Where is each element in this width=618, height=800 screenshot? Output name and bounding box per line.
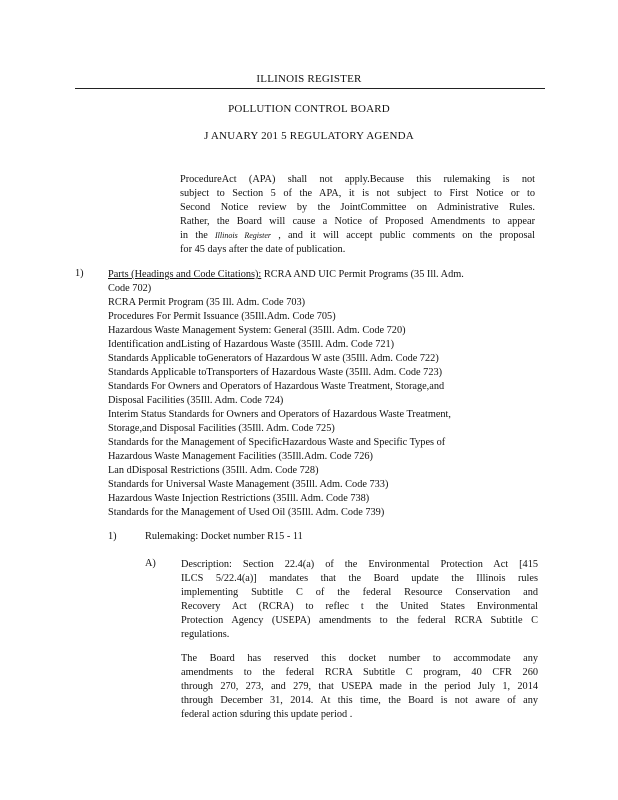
intro-text: , and it will accept public comments on the proposal [270, 230, 535, 241]
description-paragraph [181, 558, 538, 642]
header-rule [75, 88, 545, 89]
description-line: ILCS 5/22.4(a)] mandates that the Board update the Illinois rules [181, 573, 538, 584]
parts-label: Parts (Headings and Code Citations): [108, 269, 262, 280]
parts-first-entry: RCRA AND UIC Permit Programs (35 Ill. Adm. [261, 269, 464, 280]
intro-line [180, 229, 535, 243]
parts-list [108, 268, 538, 520]
intro-line: Second Notice review by the JointCommittee on Administrative Rules. [180, 202, 535, 213]
description-line: implementing Subtitle C of the federal Resource Conservation and [181, 587, 538, 598]
parts-line: Storage,and Disposal Facilities (35Ill. Adm. Code 725) [108, 423, 335, 434]
intro-paragraph [180, 173, 535, 257]
description-line: through December 31, 2014. At this time, the Board is not aware of any [181, 695, 538, 706]
agenda-title: J ANUARY 201 5 REGULATORY AGENDA [204, 130, 414, 142]
description-line: regulations. [181, 629, 230, 640]
description-letter: A) [145, 558, 156, 569]
parts-line: Standards for the Management of SpecificHazardous Waste and Specific Types of [108, 437, 446, 448]
parts-line: Hazardous Waste Management Facilities (35Ill.Adm. Code 726) [108, 451, 373, 462]
parts-line: Hazardous Waste Management System: General (35Ill. Adm. Code 720) [108, 325, 406, 336]
parts-line: Identification andListing of Hazardous Waste (35Ill. Adm. Code 721) [108, 339, 395, 350]
parts-line: Lan dDisposal Restrictions (35Ill. Adm. Code 728) [108, 465, 319, 476]
reserved-docket-paragraph [181, 652, 538, 722]
parts-line: RCRA Permit Program (35 Ill. Adm. Code 703) [108, 297, 306, 308]
parts-line: Standards for Universal Waste Management (35Ill. Adm. Code 733) [108, 479, 389, 490]
parts-heading-line [108, 268, 538, 282]
description-line: Protection Agency (USEPA) amendments to the federal RCRA Subtitle C [181, 615, 538, 626]
description-line: amendments to the federal RCRA Subtitle C program, 40 CFR 260 [181, 667, 538, 678]
parts-line: Disposal Facilities (35Ill. Adm. Code 724) [108, 395, 284, 406]
parts-line: Standards Applicable toTransporters of Hazardous Waste (35Ill. Adm. Code 723) [108, 367, 443, 378]
description-block [181, 558, 538, 722]
intro-text: in the [180, 230, 216, 241]
description-line: federal action sduring this update period . [181, 709, 353, 720]
description-line: Description: Section 22.4(a) of the Environmental Protection Act [415 [181, 559, 538, 570]
intro-line: for 45 days after the date of publication. [180, 244, 346, 255]
register-title: ILLINOIS REGISTER [256, 73, 362, 85]
parts-line: Procedures For Permit Issuance (35Ill.Adm. Code 705) [108, 311, 336, 322]
intro-line: ProcedureAct (APA) shall not apply.Because this rulemaking is not [180, 174, 535, 185]
description-line: The Board has reserved this docket number to accommodate any [181, 653, 538, 664]
parts-line: Interim Status Standards for Owners and Operators of Hazardous Waste Treatment, [108, 409, 451, 420]
item-number: 1) [75, 268, 84, 279]
description-line: through 270, 273, and 279, that USEPA made in the period July 1, 2014 [181, 681, 538, 692]
intro-line: subject to Section 5 of the APA, it is not subject to First Notice or to [180, 188, 535, 199]
parts-line: Hazardous Waste Injection Restrictions (35Ill. Adm. Code 738) [108, 493, 370, 504]
intro-line: Rather, the Board will cause a Notice of Proposed Amendments to appear [180, 216, 535, 227]
board-title: POLLUTION CONTROL BOARD [228, 103, 390, 115]
parts-line: Code 702) [108, 283, 152, 294]
parts-line: Standards for the Management of Used Oil (35Ill. Adm. Code 739) [108, 507, 385, 518]
parts-line: Standards Applicable toGenerators of Hazardous W aste (35Ill. Adm. Code 722) [108, 353, 439, 364]
rulemaking-title: Rulemaking: Docket number R15 - 11 [145, 531, 303, 542]
rulemaking-number: 1) [108, 531, 117, 542]
parts-line: Standards For Owners and Operators of Hazardous Waste Treatment, Storage,and [108, 381, 445, 392]
illinois-register-italic: Illinois Register [215, 231, 271, 240]
description-line: Recovery Act (RCRA) to reflec t the United States Environmental [181, 601, 538, 612]
